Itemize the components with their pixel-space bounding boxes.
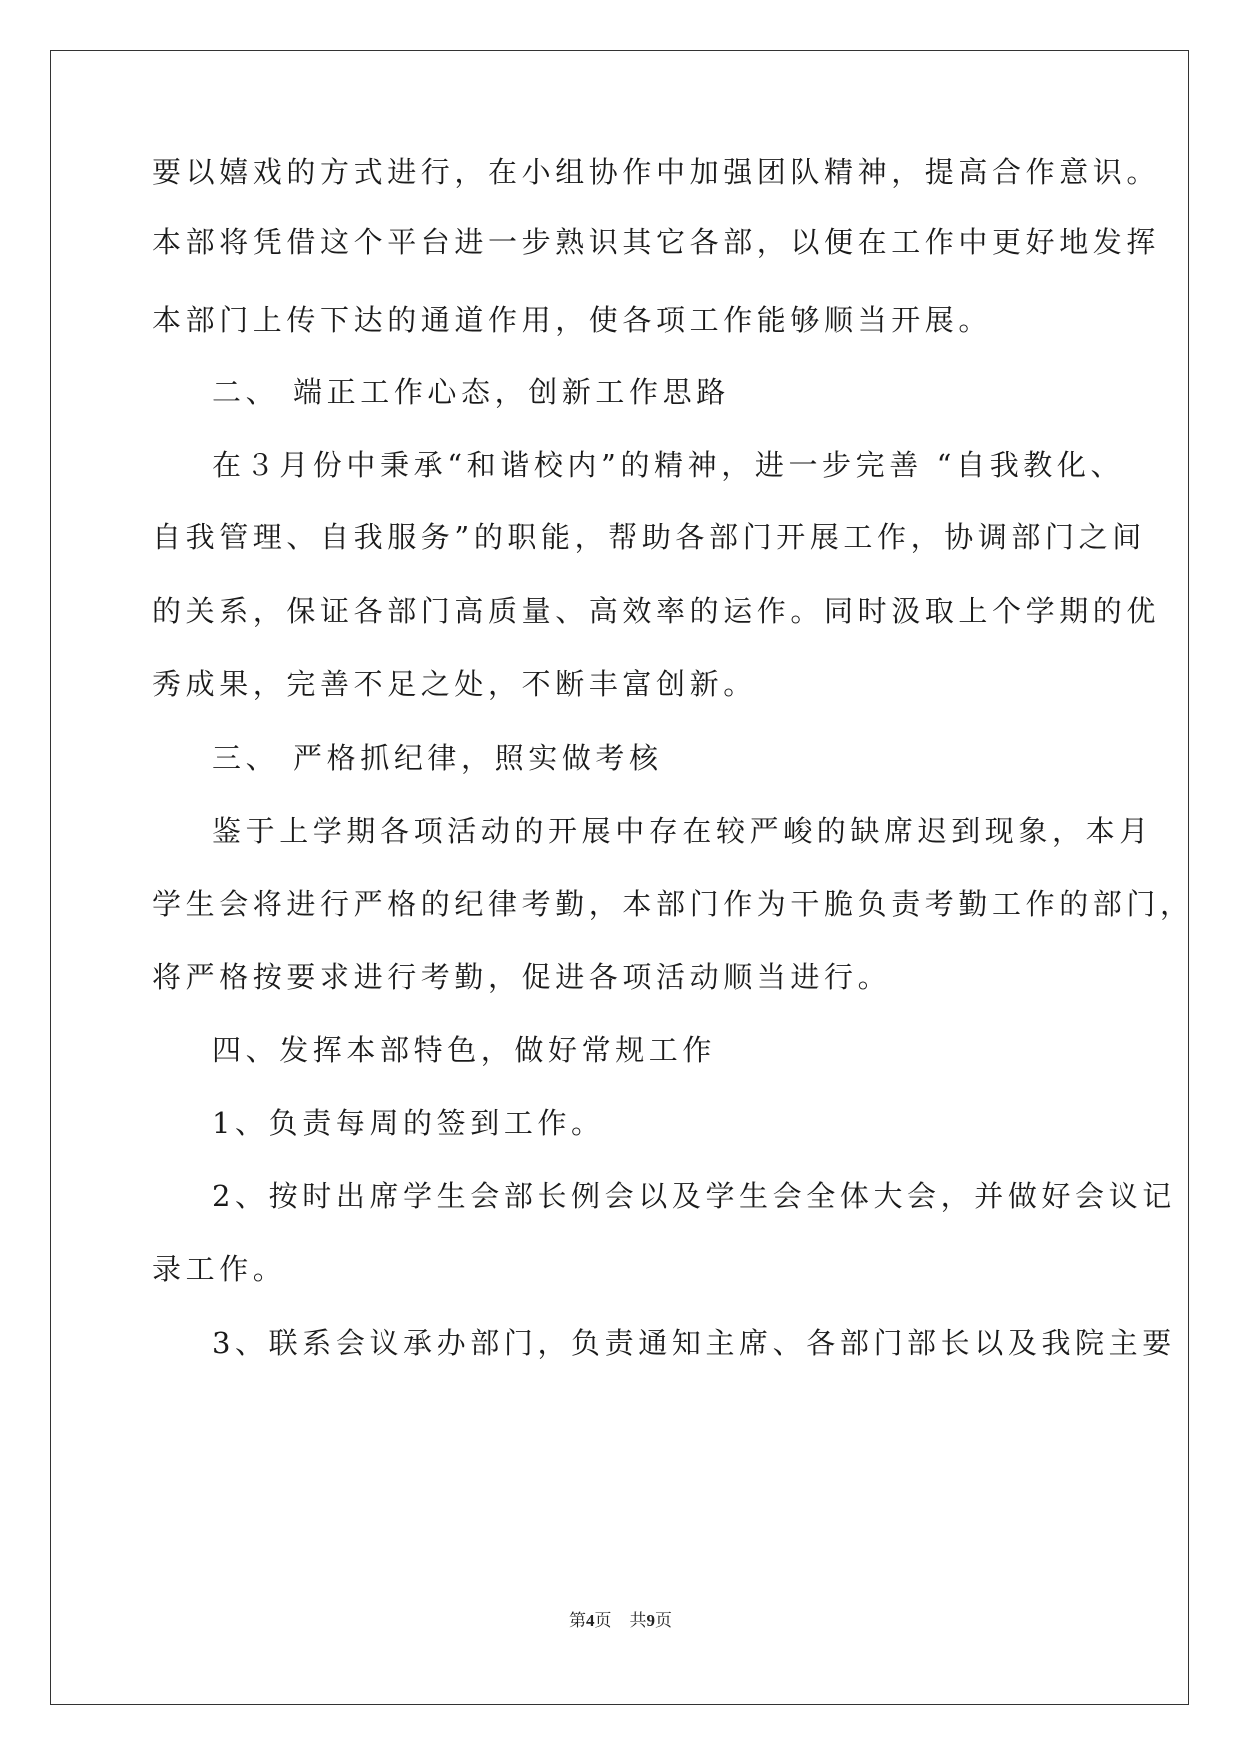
- body-line: 的关系，保证各部门高质量、高效率的运作。同时汲取上个学期的优: [152, 594, 1161, 628]
- list-item: 1、负责每周的签到工作。: [212, 1106, 605, 1140]
- section-heading: 四、发挥本部特色，做好常规工作: [212, 1033, 717, 1067]
- page-footer: [0, 1606, 1241, 1631]
- body-line: 在３月份中秉承“和谐校内”的精神，进一步完善 “自我教化、: [212, 448, 1125, 482]
- page-number-suffix: 页: [594, 1611, 612, 1630]
- body-line: 将严格按要求进行考勤，促进各项活动顺当进行。: [152, 960, 892, 994]
- body-line: 本部将凭借这个平台进一步熟识其它各部，以便在工作中更好地发挥: [152, 225, 1161, 259]
- body-line: 自我管理、自我服务”的职能，帮助各部门开展工作，协调部门之间: [152, 520, 1146, 554]
- page-total: 9: [646, 1611, 655, 1630]
- page-total-prefix: 共: [629, 1611, 647, 1630]
- page-number-current: 4: [586, 1611, 595, 1630]
- section-heading: 三、 严格抓纪律，照实做考核: [212, 741, 663, 775]
- body-line: 鉴于上学期各项活动的开展中存在较严峻的缺席迟到现象，本月: [212, 814, 1153, 848]
- body-line: 学生会将进行严格的纪律考勤，本部门作为干脆负责考勤工作的部门，: [152, 887, 1194, 921]
- body-line: 要以嬉戏的方式进行，在小组协作中加强团队精神，提高合作意识。: [152, 155, 1161, 189]
- body-line: 录工作。: [152, 1252, 287, 1286]
- page-border: [50, 50, 1189, 1705]
- body-line: 秀成果，完善不足之处，不断丰富创新。: [152, 667, 757, 701]
- body-line: 本部门上传下达的通道作用，使各项工作能够顺当开展。: [152, 303, 993, 337]
- list-item: 2、按时出席学生会部长例会以及学生会全体大会，并做好会议记: [212, 1179, 1176, 1213]
- section-heading: 二、 端正工作心态，创新工作思路: [212, 375, 730, 409]
- page-number-prefix: 第: [569, 1611, 586, 1630]
- list-item: 3、联系会议承办部门，负责通知主席、各部门部长以及我院主要: [212, 1326, 1176, 1360]
- page-total-suffix: 页: [655, 1611, 672, 1630]
